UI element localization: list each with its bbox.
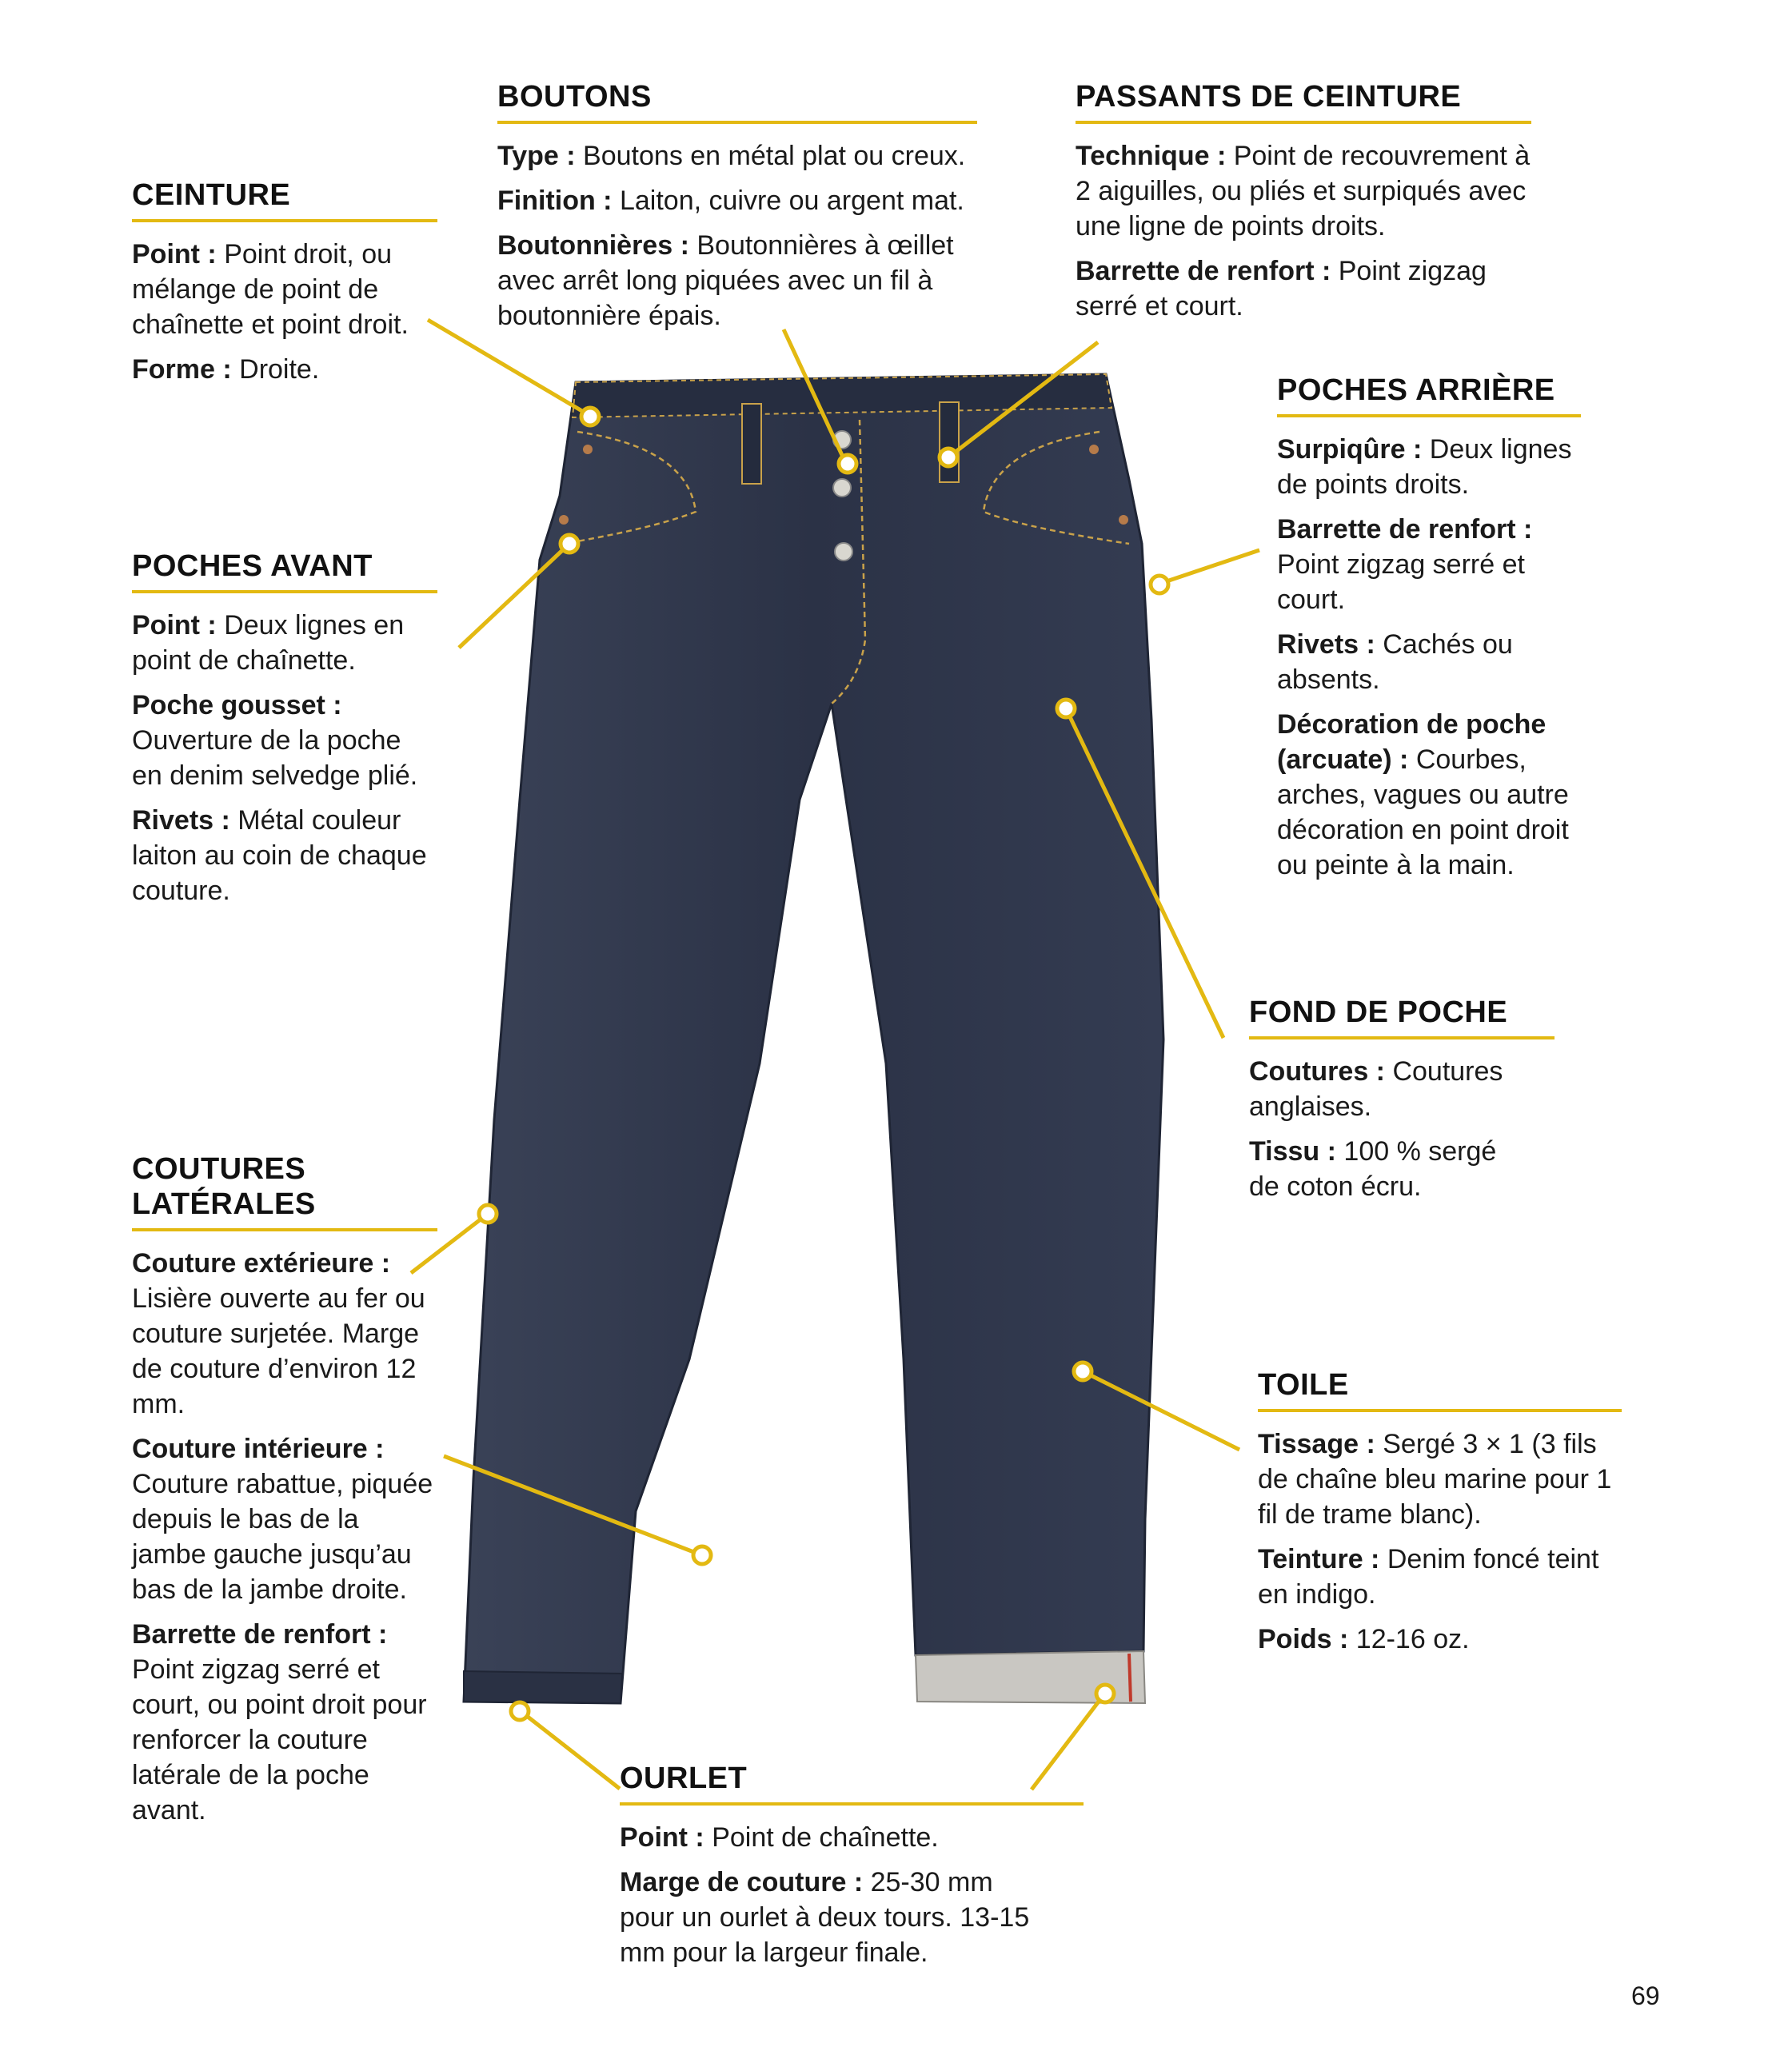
section-fond-poche (1249, 995, 1555, 1214)
section-title: FOND DE POCHE (1249, 995, 1555, 1039)
section-title: POCHES ARRIÈRE (1277, 373, 1581, 417)
spec-item: Barrette de renfort : Point zigzag serré et court. (1277, 514, 1533, 615)
page-number: 69 (1631, 1981, 1660, 2010)
spec-item: Finition : Laiton, cuivre ou argent mat. (497, 186, 964, 216)
marker-toile (1074, 1363, 1092, 1380)
rivet (1119, 515, 1128, 525)
spec-item: Poids : 12-16 oz. (1258, 1624, 1470, 1654)
spec-item: Forme : Droite. (132, 354, 320, 385)
section-title: CEINTURE (132, 178, 437, 222)
marker-boutons (839, 455, 856, 473)
spec-item: Couture extérieure : Lisière ouverte au fer ou couture surjetée. Marge de couture d’environ 12 mm. (132, 1248, 425, 1419)
marker-poches-avant (561, 535, 578, 553)
spec-item: Teinture : Denim foncé teint en indigo. (1258, 1544, 1599, 1610)
section-ourlet (620, 1761, 1084, 1980)
belt-loop (742, 404, 761, 484)
spec-item: Poche gousset : Ouverture de la poche en denim selvedge plié. (132, 690, 418, 791)
section-title: TOILE (1258, 1367, 1622, 1412)
section-ceinture (132, 178, 437, 397)
section-boutons (497, 79, 977, 343)
spec-item: Couture intérieure : Couture rabattue, piquée depuis le bas de la jambe gauche jusqu’au bas de la jambe droite. (132, 1434, 433, 1605)
section-title: PASSANTS DE CEINTURE (1076, 79, 1531, 124)
spec-item: Rivets : Cachés ou absents. (1277, 629, 1513, 695)
belt-loop (940, 402, 959, 482)
spec-item: Type : Boutons en métal plat ou creux. (497, 141, 966, 171)
spec-item: Marge de couture : 25-30 mm pour un ourlet à deux tours. 13-15 mm pour la largeur finale. (620, 1867, 1030, 1968)
rivet (1089, 445, 1099, 454)
spec-item: Coutures : Coutures anglaises. (1249, 1056, 1503, 1122)
section-title-underline (132, 1228, 437, 1231)
section-title: POCHES AVANT (132, 549, 437, 593)
spec-item: Rivets : Métal couleur laiton au coin de chaque couture. (132, 805, 427, 906)
spec-item: Point : Point de chaînette. (620, 1822, 939, 1853)
section-title: OURLET (620, 1761, 1084, 1806)
leader-ourlet-gauche (528, 1717, 620, 1789)
section-coutures-laterales (132, 1151, 437, 1838)
marker-fond-poche (1057, 700, 1075, 717)
leader-poches-arriere (1159, 550, 1259, 584)
section-poches-avant (132, 549, 437, 918)
section-passants (1076, 79, 1531, 333)
spec-item: Point : Point droit, ou mélange de point de chaînette et point droit. (132, 239, 409, 340)
marker-poches-arriere (1151, 576, 1168, 593)
spec-item: Technique : Point de recouvrement à 2 aiguilles, ou pliés et surpiqués avec une ligne de points droits. (1076, 141, 1531, 241)
button (835, 543, 852, 561)
marker-couture-interieure (693, 1546, 711, 1564)
button (833, 479, 851, 497)
spec-item: Décoration de poche (arcuate) : Courbes, arches, vagues ou autre décoration en point droit ou peinte à la main. (1277, 709, 1569, 880)
section-title: BOUTONS (497, 79, 977, 124)
spec-item: Tissage : Sergé 3 × 1 (3 fils de chaîne bleu marine pour 1 fil de trame blanc). (1258, 1429, 1612, 1530)
spec-item: Barrette de renfort : Point zigzag serré et court. (1076, 256, 1487, 321)
spec-item: Point : Deux lignes en point de chaînette. (132, 610, 405, 676)
section-poches-arriere (1277, 373, 1581, 892)
section-toile (1258, 1367, 1622, 1666)
spec-item: Boutonnières : Boutonnières à œillet avec arrêt long piquées avec un fil à boutonnière épais. (497, 230, 954, 331)
spec-item: Surpiqûre : Deux lignes de points droits. (1277, 434, 1572, 500)
rivet (583, 445, 593, 454)
spec-item: Barrette de renfort : Point zigzag serré et court, ou point droit pour renforcer la couture latérale de la poche avant. (132, 1619, 427, 1826)
selvedge-line (1129, 1654, 1131, 1702)
marker-couture-exterieure (479, 1205, 497, 1223)
rivet (559, 515, 569, 525)
section-title: COUTURES LATÉRALES (132, 1152, 316, 1221)
marker-passants (940, 449, 957, 466)
marker-ourlet-droit (1096, 1685, 1114, 1702)
spec-item: Tissu : 100 % sergé de coton écru. (1249, 1136, 1497, 1202)
marker-ceinture (581, 408, 599, 425)
cuff-left (464, 1671, 622, 1703)
marker-ourlet-gauche (511, 1702, 529, 1720)
